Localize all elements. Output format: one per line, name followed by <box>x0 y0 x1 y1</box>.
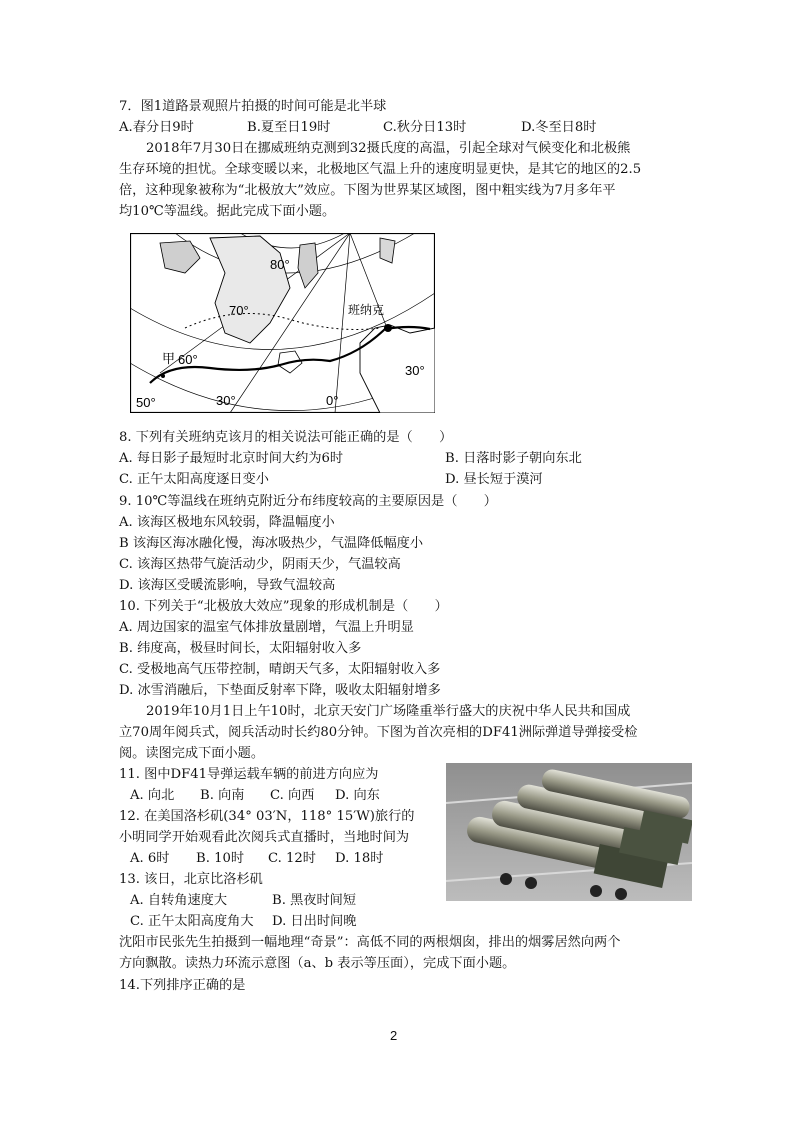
intro1-line: 倍，这种现象被称为“北极放大”效应。下图为世界某区域图，图中粗实线为7月多年平 <box>119 183 616 198</box>
intro1-line: 2018年7月30日在挪威班纳克测到32摄氏度的高温，引起全球对气候变化和北极熊 <box>146 141 631 156</box>
q7-option-c: C.秋分日13时 <box>383 120 467 135</box>
label-bannake: 班纳克 <box>348 303 385 317</box>
q8-option-b: B. 日落时影子朝向东北 <box>445 451 582 466</box>
q13-option-a: A. 自转角速度大 <box>130 893 228 908</box>
q12-stem: 12. 在美国洛杉矶(34° 03′N，118° 15′W)旅行的 <box>119 809 415 824</box>
q9-option-a: A. 该海区极地东风较弱，降温幅度小 <box>119 515 335 530</box>
q7-option-a: A.春分日9时 <box>119 120 194 135</box>
q8-option-a: A. 每日影子最短时北京时间大约为6时 <box>119 451 344 466</box>
label-30e: 30° <box>405 363 425 378</box>
q7-option-d: D.冬至日8时 <box>521 120 597 135</box>
q8-stem: 8. 下列有关班纳克该月的相关说法可能正确的是（ ） <box>119 430 453 445</box>
q11-option-d: D. 向东 <box>335 788 380 803</box>
label-70: 70° <box>229 303 249 318</box>
q12-stem: 小明同学开始观看此次阅兵式直播时，当地时间为 <box>119 830 410 845</box>
q10-option-c: C. 受极地高气压带控制，晴朗天气多，太阳辐射收入多 <box>119 662 441 677</box>
label-30w: 30° <box>216 393 236 408</box>
intro3-line: 方向飘散。读热力环流示意图（a、b 表示等压面），完成下面小题。 <box>119 956 516 971</box>
q8-option-d: D. 昼长短于漠河 <box>445 472 543 487</box>
q11-option-c: C. 向西 <box>270 788 315 803</box>
q10-option-b: B. 纬度高，极昼时间长，太阳辐射收入多 <box>119 641 362 656</box>
intro2-line: 阅。读图完成下面小题。 <box>119 746 265 761</box>
intro1-line: 生存环境的担忧。全球变暖以来，北极地区气温上升的速度明显更快，是其它的地区的2.5 <box>119 162 642 177</box>
page-number: 2 <box>390 1028 398 1043</box>
label-60: 60° <box>178 352 198 367</box>
q13-option-c: C. 正午太阳高度角大 <box>130 914 254 929</box>
region-map <box>130 233 435 413</box>
label-80: 80° <box>270 257 290 272</box>
intro3-line: 沈阳市民张先生拍摄到一幅地理“奇景”：高低不同的两根烟囱，排出的烟雾居然向两个 <box>119 935 621 950</box>
q12-option-a: A. 6时 <box>130 851 170 866</box>
q9-option-c: C. 该海区热带气旋活动少，阴雨天少，气温较高 <box>119 557 401 572</box>
q13-option-d: D. 日出时间晚 <box>272 914 357 929</box>
q9-option-d: D. 该海区受暖流影响，导致气温较高 <box>119 578 336 593</box>
q10-option-d: D. 冰雪消融后，下垫面反射率下降，吸收太阳辐射增多 <box>119 683 441 698</box>
q7-option-b: B.夏至日19时 <box>247 120 331 135</box>
q12-option-d: D. 18时 <box>335 851 384 866</box>
q11-option-b: B. 向南 <box>200 788 245 803</box>
label-50: 50° <box>136 395 156 410</box>
label-jia: 甲 <box>162 352 176 367</box>
bannake-point <box>384 324 392 332</box>
label-0: 0° <box>326 393 339 408</box>
intro2-line: 立70周年阅兵式，阅兵活动时长约80分钟。下图为首次亮相的DF41洲际弹道导弹接受检 <box>119 725 638 740</box>
intro2-line: 2019年10月1日上午10时，北京天安门广场隆重举行盛大的庆祝中华人民共和国成 <box>146 704 631 719</box>
q10-stem: 10. 下列关于“北极放大效应”现象的形成机制是（ ） <box>119 599 448 614</box>
q13-stem: 13. 该日，北京比洛杉矶 <box>119 872 263 887</box>
q10-option-a: A. 周边国家的温室气体排放量剧增，气温上升明显 <box>119 620 414 635</box>
q8-option-c: C. 正午太阳高度逐日变小 <box>119 472 269 487</box>
q12-option-c: C. 12时 <box>268 851 316 866</box>
q7-stem: 7．图1道路景观照片拍摄的时间可能是北半球 <box>119 99 387 114</box>
q9-option-b: B 该海区海冰融化慢，海冰吸热少，气温降低幅度小 <box>119 536 424 551</box>
q11-stem: 11. 图中DF41导弹运载车辆的前进方向应为 <box>119 767 379 782</box>
q14-stem: 14.下列排序正确的是 <box>119 978 246 993</box>
q11-option-a: A. 向北 <box>130 788 175 803</box>
q13-option-b: B. 黑夜时间短 <box>272 893 357 908</box>
intro1-line: 均10℃等温线。据此完成下面小题。 <box>119 204 336 219</box>
q9-stem: 9. 10℃等温线在班纳克附近分布纬度较高的主要原因是（ ） <box>119 494 497 509</box>
q12-option-b: B. 10时 <box>196 851 245 866</box>
df41-missile-photo <box>446 763 692 901</box>
